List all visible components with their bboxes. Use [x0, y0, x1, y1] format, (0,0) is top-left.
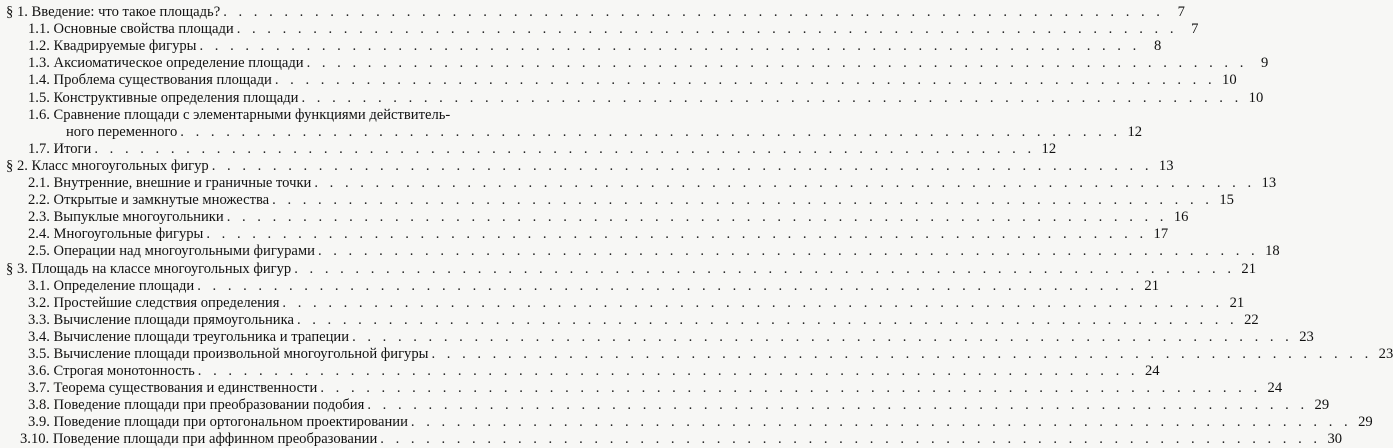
toc-page-number: 24 [1144, 363, 1160, 380]
toc-subsection-entry[interactable] [6, 277, 1159, 295]
toc-entry-title: 1.1. Основные свойства площади [28, 21, 234, 38]
toc-leader-dots: . . . . . . . . . . . . . . . . . . . . . . . . . . . . . . . . . . . . . . . . . . . . . . . . . . . . . . . . . . . . . . [272, 192, 1213, 209]
toc-leader-dots: . . . . . . . . . . . . . . . . . . . . . . . . . . . . . . . . . . . . . . . . . . . . . . . . . . . . . . . . . . . . . . [410, 414, 1352, 431]
toc-subsection-entry[interactable] [6, 380, 1283, 397]
toc-entry-title: 2.2. Открытые и замкнутые множества [28, 192, 270, 209]
toc-leader-dots: . . . . . . . . . . . . . . . . . . . . . . . . . . . . . . . . . . . . . . . . . . . . . . . . . . . . . . . . . . . . . . [314, 175, 1256, 192]
toc-subsection-entry[interactable] [6, 89, 1264, 106]
toc-subsection-entry[interactable] [6, 226, 1169, 243]
toc-page-number: 21 [1144, 277, 1159, 294]
toc-entry-title: § 2. Класс многоугольных фигур [6, 157, 209, 174]
toc-subsection-entry[interactable] [6, 140, 1057, 158]
toc-subsection-entry[interactable] [6, 209, 1189, 226]
toc-page-number: 12 [1041, 140, 1057, 157]
toc-entry-title: § 1. Введение: что такое площадь? [6, 4, 221, 21]
toc-subsection-entry[interactable] [6, 345, 1393, 363]
toc-leader-dots: . . . . . . . . . . . . . . . . . . . . . . . . . . . . . . . . . . . . . . . . . . . . . . . . . . . . . . . . . . . . . . [380, 431, 1322, 448]
toc-entry-title: 3.8. Поведение площади при преобразовании подобия [28, 397, 365, 414]
toc-entry-title: 1.2. Квадрируемые фигуры [28, 38, 197, 55]
toc-entry-title: 3.6. Строгая монотонность [28, 363, 195, 380]
toc-leader-dots: . . . . . . . . . . . . . . . . . . . . . . . . . . . . . . . . . . . . . . . . . . . . . . . . . . . . . . . . . . . . . . [296, 311, 1238, 328]
toc-subsection-entry[interactable] [6, 414, 1373, 431]
toc-leader-dots: . . . . . . . . . . . . . . . . . . . . . . . . . . . . . . . . . . . . . . . . . . . . . . . . . . . . . . . . . . . . . . [282, 294, 1224, 311]
toc-subsection-entry[interactable] [6, 107, 638, 124]
toc-entry-title: 1.6. Сравнение площади с элементарными функциями действитель- [28, 106, 451, 123]
toc-leader-dots: . . . . . . . . . . . . . . . . . . . . . . . . . . . . . . . . . . . . . . . . . . . . . . . . . . . . . . . . . . . . . . [306, 55, 1248, 72]
toc-leader-dots: . . . . . . . . . . . . . . . . . . . . . . . . . . . . . . . . . . . . . . . . . . . . . . . . . . . . . . . . . . . . . . [94, 140, 1036, 157]
toc-subsection-entry[interactable] [6, 72, 1237, 89]
toc-entry-title: 2.5. Операции над многоугольными фигурами [28, 243, 315, 260]
toc-page-number: 7 [1177, 4, 1185, 21]
toc-entry-title: 3.9. Поведение площади при ортогональном проектировании [28, 414, 408, 431]
toc-leader-dots: . . . . . . . . . . . . . . . . . . . . . . . . . . . . . . . . . . . . . . . . . . . . . . . . . . . . . . . . . . . . . . [197, 277, 1138, 294]
toc-page-number: 21 [1229, 294, 1245, 311]
toc-page-number: 17 [1153, 226, 1169, 243]
toc-subsection-entry[interactable] [6, 123, 1143, 141]
toc-leader-dots: . . . . . . . . . . . . . . . . . . . . . . . . . . . . . . . . . . . . . . . . . . . . . . . . . . . . . . . . . . . . . . [274, 72, 1216, 89]
toc-entry-title: 1.5. Конструктивные определения площади [28, 89, 299, 106]
toc-entry-title: § 3. Площадь на классе многоугольных фигур [6, 260, 292, 277]
toc-entry-title: 1.7. Итоги [28, 140, 92, 157]
toc-page-number: 10 [1248, 89, 1264, 106]
toc-entry-title: 3.5. Вычисление площади произвольной многоугольной фигуры [28, 345, 429, 362]
toc-page-number: 29 [1314, 397, 1330, 414]
toc-subsection-entry[interactable] [6, 328, 1314, 346]
toc-page-number: 24 [1267, 380, 1283, 397]
toc-leader-dots: . . . . . . . . . . . . . . . . . . . . . . . . . . . . . . . . . . . . . . . . . . . . . . . . . . . . . . . . . . . . . . [320, 380, 1262, 397]
toc-leader-dots: . . . . . . . . . . . . . . . . . . . . . . . . . . . . . . . . . . . . . . . . . . . . . . . . . . . . . . . . . . . . . . [206, 226, 1148, 243]
toc-section-entry[interactable] [6, 260, 1256, 277]
toc-page-number: 10 [1222, 72, 1237, 89]
toc-entry-title: 2.1. Внутренние, внешние и граничные точки [28, 175, 312, 192]
toc-leader-dots: . . . . . . . . . . . . . . . . . . . . . . . . . . . . . . . . . . . . . . . . . . . . . . . . . . . . . . . . . . . . . . [211, 157, 1153, 174]
toc-leader-dots: . . . . . . . . . . . . . . . . . . . . . . . . . . . . . . . . . . . . . . . . . . . . . . . . . . . . . . . . . . . . . . [301, 89, 1243, 106]
toc-subsection-entry[interactable] [6, 363, 1160, 380]
toc-leader-dots: . . . . . . . . . . . . . . . . . . . . . . . . . . . . . . . . . . . . . . . . . . . . . . . . . . . . . . . . . . . . . . [199, 38, 1141, 55]
toc-subsection-entry[interactable] [6, 21, 1199, 38]
toc-entry-title: 3.2. Простейшие следствия определения [28, 294, 280, 311]
toc-leader-dots: . . . . . . . . . . . . . . . . . . . . . . . . . . . . . . . . . . . . . . . . . . . . . . . . . . . . . . . . . . . . . . [431, 345, 1373, 362]
toc-entry-title: ного переменного [66, 123, 178, 140]
toc-leader-dots: . . . . . . . . . . . . . . . . . . . . . . . . . . . . . . . . . . . . . . . . . . . . . . . . . . . . . . . . . . . . . . [294, 260, 1235, 277]
toc-leader-dots: . . . . . . . . . . . . . . . . . . . . . . . . . . . . . . . . . . . . . . . . . . . . . . . . . . . . . . . . . . . . . . [317, 243, 1259, 260]
toc-page-number: 23 [1378, 345, 1393, 362]
toc-subsection-entry[interactable] [6, 175, 1277, 192]
toc-entry-title: 3.3. Вычисление площади прямоугольника [28, 311, 294, 328]
toc-entry-title: 1.4. Проблема существования площади [28, 72, 272, 89]
toc-section-entry[interactable] [6, 4, 1185, 21]
toc-entry-title: 1.3. Аксиоматическое определение площади [28, 55, 304, 72]
toc-entry-title: 2.4. Многоугольные фигуры [28, 226, 204, 243]
toc-subsection-entry[interactable] [6, 431, 1343, 448]
toc-page-number: 15 [1219, 192, 1234, 209]
toc-page-number: 13 [1261, 175, 1277, 192]
toc-page-number: 16 [1173, 209, 1189, 226]
toc-leader-dots: . . . . . . . . . . . . . . . . . . . . . . . . . . . . . . . . . . . . . . . . . . . . . . . . . . . . . . . . . . . . . . [223, 4, 1164, 21]
toc-page-number: 9 [1261, 55, 1269, 72]
toc-page-number: 23 [1299, 328, 1314, 345]
toc-subsection-entry[interactable] [6, 243, 1280, 260]
toc-leader-dots: . . . . . . . . . . . . . . . . . . . . . . . . . . . . . . . . . . . . . . . . . . . . . . . . . . . . . . . . . . . . . . [197, 363, 1139, 380]
toc-page-number: 13 [1158, 157, 1174, 174]
toc-leader-dots: . . . . . . . . . . . . . . . . . . . . . . . . . . . . . . . . . . . . . . . . . . . . . . . . . . . . . . . . . . . . . . [367, 397, 1309, 414]
toc-page-number: 29 [1358, 414, 1373, 431]
toc-subsection-entry[interactable] [6, 38, 1162, 55]
toc-page-number: 30 [1327, 431, 1343, 448]
toc-subsection-entry[interactable] [6, 294, 1245, 312]
toc-leader-dots: . . . . . . . . . . . . . . . . . . . . . . . . . . . . . . . . . . . . . . . . . . . . . . . . . . . . . . . . . . . . . . [352, 328, 1293, 345]
toc-subsection-entry[interactable] [6, 55, 1269, 72]
toc-page-number: 7 [1191, 21, 1199, 38]
toc-entry-title: 3.4. Вычисление площади треугольника и трапеции [28, 328, 350, 345]
toc-entry-title: 3.1. Определение площади [28, 277, 195, 294]
toc-subsection-entry[interactable] [6, 397, 1330, 414]
toc-page-number: 21 [1241, 260, 1256, 277]
toc-leader-dots: . . . . . . . . . . . . . . . . . . . . . . . . . . . . . . . . . . . . . . . . . . . . . . . . . . . . . . . . . . . . . . [236, 21, 1178, 38]
toc-page-number: 22 [1244, 311, 1259, 328]
toc-section-entry[interactable] [6, 157, 1174, 175]
toc-page-number: 8 [1153, 38, 1162, 55]
toc-entry-title: 3.7. Теорема существования и единственности [28, 380, 318, 397]
toc-subsection-entry[interactable] [6, 192, 1234, 209]
toc-page-number: 18 [1265, 243, 1280, 260]
toc-entry-title: 3.10. Поведение площади при аффинном преобразовании [20, 431, 378, 448]
toc-subsection-entry[interactable] [6, 311, 1259, 329]
toc-page-number: 12 [1127, 123, 1143, 140]
toc-leader-dots: . . . . . . . . . . . . . . . . . . . . . . . . . . . . . . . . . . . . . . . . . . . . . . . . . . . . . . . . . . . . . . [226, 209, 1168, 226]
toc-entry-title: 2.3. Выпуклые многоугольники [28, 209, 224, 226]
toc-leader-dots: . . . . . . . . . . . . . . . . . . . . . . . . . . . . . . . . . . . . . . . . . . . . . . . . . . . . . . . . . . . . . . [180, 123, 1122, 140]
